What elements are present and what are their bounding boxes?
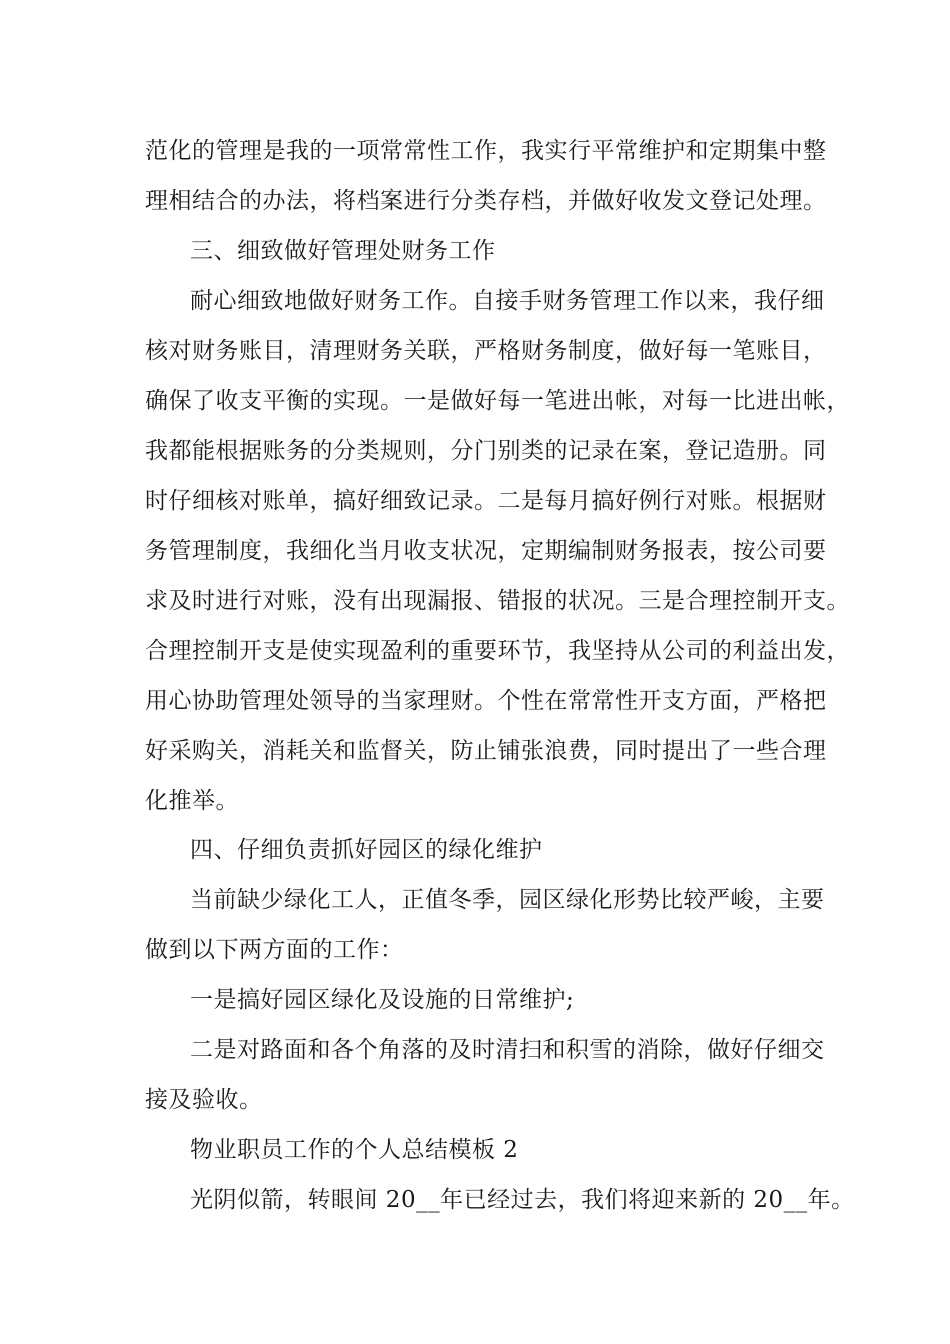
text-line: 化推举。 xyxy=(145,788,239,814)
text-line: 一是搞好园区绿化及设施的日常维护; xyxy=(190,987,575,1013)
section-heading: 四、仔细负责抓好园区的绿化维护 xyxy=(190,837,543,863)
section-heading: 物业职员工作的个人总结模板 2 xyxy=(190,1137,519,1163)
text-line: 合理控制开支是使实现盈利的重要环节，我坚持从公司的利益出发， xyxy=(145,638,850,664)
text-line: 确保了收支平衡的实现。一是做好每一笔进出帐，对每一比进出帐， xyxy=(145,388,850,414)
text-line: 范化的管理是我的一项常常性工作，我实行平常维护和定期集中整 xyxy=(145,138,827,164)
section-heading: 三、细致做好管理处财务工作 xyxy=(190,238,496,264)
text-line: 耐心细致地做好财务工作。自接手财务管理工作以来，我仔细 xyxy=(190,288,825,314)
text-line: 务管理制度，我细化当月收支状况，定期编制财务报表，按公司要 xyxy=(145,538,827,564)
text-line: 理相结合的办法，将档案进行分类存档，并做好收发文登记处理。 xyxy=(145,188,827,214)
text-line: 时仔细核对账单，搞好细致记录。二是每月搞好例行对账。根据财 xyxy=(145,488,827,514)
text-line: 接及验收。 xyxy=(145,1087,263,1113)
text-line: 做到以下两方面的工作： xyxy=(145,937,404,963)
text-line: 用心协助管理处领导的当家理财。个性在常常性开支方面，严格把 xyxy=(145,688,827,714)
text-line: 核对财务账目，清理财务关联，严格财务制度，做好每一笔账目， xyxy=(145,338,827,364)
text-line: 我都能根据账务的分类规则，分门别类的记录在案，登记造册。同 xyxy=(145,438,827,464)
text-line: 好采购关，消耗关和监督关，防止铺张浪费，同时提出了一些合理 xyxy=(145,738,827,764)
text-line: 求及时进行对账，没有出现漏报、错报的状况。三是合理控制开支。 xyxy=(145,588,850,614)
text-line: 光阴似箭，转眼间 20__年已经过去，我们将迎来新的 20__年。 xyxy=(190,1187,855,1213)
text-line: 当前缺少绿化工人，正值冬季，园区绿化形势比较严峻，主要 xyxy=(190,887,825,913)
text-line: 二是对路面和各个角落的及时清扫和积雪的消除，做好仔细交 xyxy=(190,1037,825,1063)
